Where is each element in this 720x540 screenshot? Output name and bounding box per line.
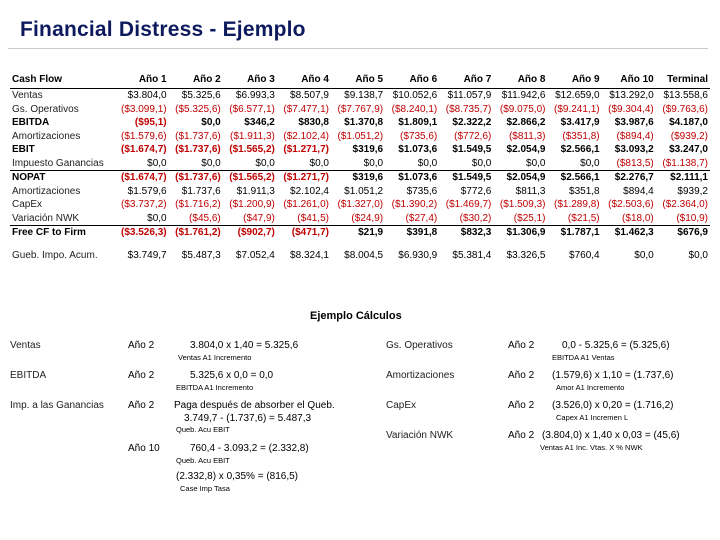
table-cell: $2.566,1 <box>560 144 600 155</box>
table-cell: $13.558,6 <box>663 90 708 101</box>
table-cell: ($939,2) <box>670 130 708 142</box>
table-cell: ($1.674,7) <box>121 144 167 155</box>
table-cell: $0,0 <box>634 249 654 261</box>
col-header: Año 9 <box>547 72 601 89</box>
table-cell: ($3.526,3) <box>114 226 168 240</box>
calc-ventas-year: Año 2 <box>128 340 155 351</box>
row-label: Gueb. Impo. Acum. <box>12 249 98 261</box>
calc-capex-label: CapEx <box>386 400 417 411</box>
table-cell: $1.073,6 <box>398 144 438 155</box>
table-cell: ($811,3) <box>508 130 546 142</box>
table-row <box>10 130 710 144</box>
table-cell: ($902,7) <box>223 226 277 240</box>
table-cell: ($24,9) <box>351 212 384 224</box>
row-label: EBIT <box>12 144 35 155</box>
table-cell: $760,4 <box>569 249 600 261</box>
table-cell: $3.417,9 <box>560 117 600 128</box>
table-cell: $0,0 <box>526 157 546 169</box>
table-cell: $1.051,2 <box>344 185 384 197</box>
table-cell: ($45,6) <box>189 212 221 224</box>
calc-imp10-sub: Queb. Acu EBIT <box>176 456 230 465</box>
table-cell: $0,0 <box>417 157 438 169</box>
table-cell: $939,2 <box>677 185 708 197</box>
table-cell: ($9.763,6) <box>662 103 708 115</box>
table-cell: ($7.767,9) <box>337 103 384 115</box>
calc-nwk-formula: (3.804,0) x 1,40 x 0,03 = (45,6) <box>542 430 680 441</box>
row-label: NOPAT <box>10 171 114 185</box>
table-cell: $0,0 <box>363 157 384 169</box>
col-header: Año 7 <box>439 72 493 89</box>
table-cell: ($25,1) <box>513 212 546 224</box>
col-header: Terminal <box>656 72 710 89</box>
table-cell: ($1.565,2) <box>229 144 275 155</box>
calc-gsop-formula: 0,0 - 5.325,6 = (5.325,6) <box>562 340 670 351</box>
table-cell: ($1.737,6) <box>175 130 221 142</box>
table-cell: $8.004,5 <box>344 249 384 261</box>
table-cell: $10.052,6 <box>392 90 438 101</box>
table-cell: ($3.099,1) <box>121 103 167 115</box>
calc-ebitda-label: EBITDA <box>10 370 47 381</box>
table-row <box>10 185 710 199</box>
table-cell: $3.987,6 <box>614 117 654 128</box>
table-cell: ($1.327,0) <box>337 199 384 210</box>
table-cell: $8.324,1 <box>290 249 329 261</box>
table-cell: $1.787,1 <box>547 226 601 240</box>
table-cell: ($9.075,0) <box>499 103 546 115</box>
table-cell: ($18,0) <box>622 212 654 224</box>
table-row <box>10 249 710 263</box>
table-cell: ($6.577,1) <box>229 103 275 115</box>
table-cell: $391,8 <box>385 226 439 240</box>
table-cell: $0,0 <box>147 212 167 224</box>
calc-gsop-label: Gs. Operativos <box>386 340 453 351</box>
table-cell: $0,0 <box>147 157 167 169</box>
table-cell: $2.102,4 <box>290 185 329 197</box>
table-cell: ($1.565,2) <box>223 171 277 185</box>
table-cell: $1.809,1 <box>398 117 438 128</box>
table-cell: $5.381,4 <box>452 249 492 261</box>
table-cell: $830,8 <box>298 117 329 128</box>
table-cell: $0,0 <box>688 249 708 261</box>
calc-ebitda-sub: EBITDA A1 Incremento <box>176 383 254 392</box>
calc-section-title: Ejemplo Cálculos <box>310 310 402 322</box>
calc-ebitda-year: Año 2 <box>128 370 155 381</box>
table-cell: $5.325,6 <box>181 90 221 101</box>
table-cell: $1.462,3 <box>602 226 656 240</box>
calc-gsop-year: Año 2 <box>508 340 535 351</box>
row-label: Ventas <box>12 90 43 101</box>
table-cell: ($1.674,7) <box>114 171 168 185</box>
table-cell: ($47,9) <box>243 212 275 224</box>
table-cell: ($8.735,7) <box>445 103 492 115</box>
table-cell: $7.052,4 <box>235 249 275 261</box>
calc-ebitda-formula: 5.325,6 x 0,0 = 0,0 <box>190 370 274 381</box>
row-label: Variación NWK <box>12 212 80 224</box>
table-cell: $1.306,9 <box>493 226 547 240</box>
table-cell: ($1.390,2) <box>391 199 438 210</box>
calc-ventas-label: Ventas <box>10 340 41 351</box>
col-header: Año 8 <box>493 72 547 89</box>
table-cell: ($1.716,2) <box>175 199 221 210</box>
table-cell: ($1.261,0) <box>283 199 329 210</box>
table-cell: $8.507,9 <box>290 90 329 101</box>
row-label: CapEx <box>12 199 43 210</box>
table-cell: $832,3 <box>439 226 493 240</box>
page-title: Financial Distress - Ejemplo <box>20 18 306 41</box>
table-cell: $6.993,3 <box>235 90 275 101</box>
table-cell: ($735,6) <box>399 130 438 142</box>
table-cell: ($2.364,0) <box>662 199 708 210</box>
table-cell: ($8.240,1) <box>391 103 438 115</box>
table-cell: $2.111,1 <box>656 171 710 185</box>
table-cell: $3.093,2 <box>614 144 654 155</box>
table-cell: $1.579,6 <box>127 185 167 197</box>
table-cell: $1.370,8 <box>344 117 384 128</box>
col-header: Cash Flow <box>10 72 114 89</box>
table-cell: $346,2 <box>244 117 275 128</box>
table-cell: $0,0 <box>255 157 275 169</box>
title-divider <box>8 48 708 49</box>
col-header: Año 1 <box>114 72 168 89</box>
table-cell: $2.566,1 <box>547 171 601 185</box>
table-cell: ($27,4) <box>405 212 438 224</box>
table-cell: $12.659,0 <box>555 90 600 101</box>
calc-imp10-formula: 760,4 - 3.093,2 = (2.332,8) <box>190 443 309 454</box>
table-cell: $676,9 <box>656 226 710 240</box>
row-label: EBITDA <box>12 117 50 128</box>
calc-amort-formula: (1.579,6) x 1,10 = (1.737,6) <box>552 370 674 381</box>
table-cell: ($95,1) <box>134 117 167 128</box>
row-label: Amortizaciones <box>12 185 81 197</box>
table-cell: ($1.737,6) <box>175 144 221 155</box>
calc-nwk-label: Variación NWK <box>386 430 454 441</box>
table-cell: $894,4 <box>623 185 654 197</box>
row-label: Impuesto Ganancias <box>12 157 104 169</box>
table-cell: ($351,8) <box>562 130 600 142</box>
table-cell: ($1.051,2) <box>337 130 384 142</box>
table-cell: $2.054,9 <box>493 171 547 185</box>
col-header: Año 5 <box>331 72 385 89</box>
calc-imp-label: Imp. a las Ganancias <box>10 400 104 411</box>
table-cell: $11.942,6 <box>501 90 546 101</box>
table-cell: $2.866,2 <box>506 117 546 128</box>
table-cell: ($2.102,4) <box>283 130 329 142</box>
table-cell: $2.054,9 <box>506 144 546 155</box>
calc-capex-sub: Capex A1 Incremen L <box>556 413 629 422</box>
table-row <box>10 103 710 117</box>
table-row <box>10 116 710 130</box>
col-header: Año 2 <box>169 72 223 89</box>
calc-imp10-year: Año 10 <box>128 443 160 454</box>
table-cell: $0,0 <box>201 157 221 169</box>
calc-imp10-sub2: Case Imp Tasa <box>180 484 230 493</box>
table-cell: $1.549,5 <box>439 171 493 185</box>
table-cell: $3.247,0 <box>669 144 708 155</box>
table-cell: ($9.304,4) <box>608 103 654 115</box>
calc-imp-sub: Queb. Acu EBIT <box>176 425 230 434</box>
table-cell: $2.322,2 <box>452 117 492 128</box>
table-cell: ($5.325,6) <box>175 103 221 115</box>
table-cell: $1.549,5 <box>452 144 492 155</box>
table-cell: ($813,5) <box>616 157 654 169</box>
calc-amort-label: Amortizaciones <box>386 370 455 381</box>
table-cell: $0,0 <box>580 157 600 169</box>
table-cell: ($1.737,6) <box>169 171 223 185</box>
table-cell: ($2.503,6) <box>608 199 654 210</box>
row-label: Gs. Operativos <box>12 103 79 115</box>
table-cell: $1.737,6 <box>181 185 221 197</box>
table-cell: $3.326,5 <box>506 249 546 261</box>
table-row <box>10 226 710 240</box>
table-cell: $0,0 <box>471 157 492 169</box>
table-cell: $319,6 <box>352 144 384 155</box>
table-body <box>10 89 710 263</box>
table-cell: ($894,4) <box>616 130 654 142</box>
table-header-row <box>10 72 710 89</box>
calc-nwk-sub: Ventas A1 Inc. Vtas. X % NWK <box>540 443 643 452</box>
table-cell: ($30,2) <box>459 212 492 224</box>
table-cell: ($10,9) <box>676 212 708 224</box>
table-cell: $2.276,7 <box>602 171 656 185</box>
calc-amort-sub: Amor A1 Incremento <box>556 383 625 392</box>
calc-capex-year: Año 2 <box>508 400 535 411</box>
table-row <box>10 212 710 226</box>
table-cell: ($21,5) <box>567 212 600 224</box>
col-header: Año 10 <box>602 72 656 89</box>
table-cell: ($7.477,1) <box>283 103 329 115</box>
table-cell: ($9.241,1) <box>554 103 600 115</box>
calc-ventas-formula: 3.804,0 x 1,40 = 5.325,6 <box>190 340 299 351</box>
col-header: Año 6 <box>385 72 439 89</box>
table-cell: $811,3 <box>515 185 546 197</box>
table-cell: $0,0 <box>201 117 221 128</box>
table-cell: $351,8 <box>569 185 600 197</box>
col-header: Año 4 <box>277 72 331 89</box>
table-cell: ($1.271,7) <box>277 171 331 185</box>
table-cell: $4.187,0 <box>669 117 708 128</box>
calc-imp-formula2: 3.749,7 - (1.737,6) = 5.487,3 <box>184 413 312 424</box>
table-cell: $13.292,0 <box>609 90 654 101</box>
table-cell: $3.804,0 <box>127 90 167 101</box>
table-cell: $1.073,6 <box>385 171 439 185</box>
calc-imp-formula: Paga después de absorber el Queb. <box>174 400 335 411</box>
table-cell: $772,6 <box>460 185 492 197</box>
table-cell: $9.138,7 <box>344 90 384 101</box>
table-row <box>10 157 710 171</box>
table-cell: $21,9 <box>331 226 385 240</box>
table-cell: ($1.138,7) <box>662 157 708 169</box>
calc-capex-formula: (3.526,0) x 0,20 = (1.716,2) <box>552 400 674 411</box>
table-cell: $0,0 <box>309 157 329 169</box>
table-row <box>10 89 710 103</box>
table-cell: $3.749,7 <box>127 249 167 261</box>
table-row <box>10 143 710 157</box>
table-cell: $11.057,9 <box>447 90 492 101</box>
table-row <box>10 171 710 185</box>
table-cell: ($3.737,2) <box>121 199 167 210</box>
table-cell: ($1.289,8) <box>554 199 600 210</box>
table-cell: ($471,7) <box>277 226 331 240</box>
row-label: Free CF to Firm <box>10 226 114 240</box>
table-cell: ($1.509,3) <box>499 199 546 210</box>
table-row <box>10 198 710 212</box>
table-cell: ($1.579,6) <box>121 130 167 142</box>
calc-imp-year: Año 2 <box>128 400 155 411</box>
table-cell: $1.911,3 <box>236 185 275 197</box>
table-cell: ($1.469,7) <box>445 199 492 210</box>
row-label: Amortizaciones <box>12 130 81 142</box>
calc-gsop-sub: EBITDA A1 Ventas <box>552 353 615 362</box>
table-cell: $735,6 <box>406 185 438 197</box>
table-cell: $6.930,9 <box>398 249 438 261</box>
cash-flow-table <box>10 72 710 262</box>
table-cell: ($1.911,3) <box>230 130 275 142</box>
table-cell: ($41,5) <box>297 212 329 224</box>
table-cell: $5.487,3 <box>181 249 221 261</box>
col-header: Año 3 <box>223 72 277 89</box>
calc-ventas-sub: Ventas A1 Incremento <box>178 353 252 362</box>
table-cell: ($1.761,2) <box>169 226 223 240</box>
calc-nwk-year: Año 2 <box>508 430 535 441</box>
spacer-row <box>10 240 710 249</box>
table-cell: ($1.200,9) <box>229 199 275 210</box>
table-cell: ($1.271,7) <box>283 144 329 155</box>
calc-imp10-formula2: (2.332,8) x 0,35% = (816,5) <box>176 471 299 482</box>
table-cell: $319,6 <box>331 171 385 185</box>
calc-amort-year: Año 2 <box>508 370 535 381</box>
table-cell: ($772,6) <box>454 130 492 142</box>
